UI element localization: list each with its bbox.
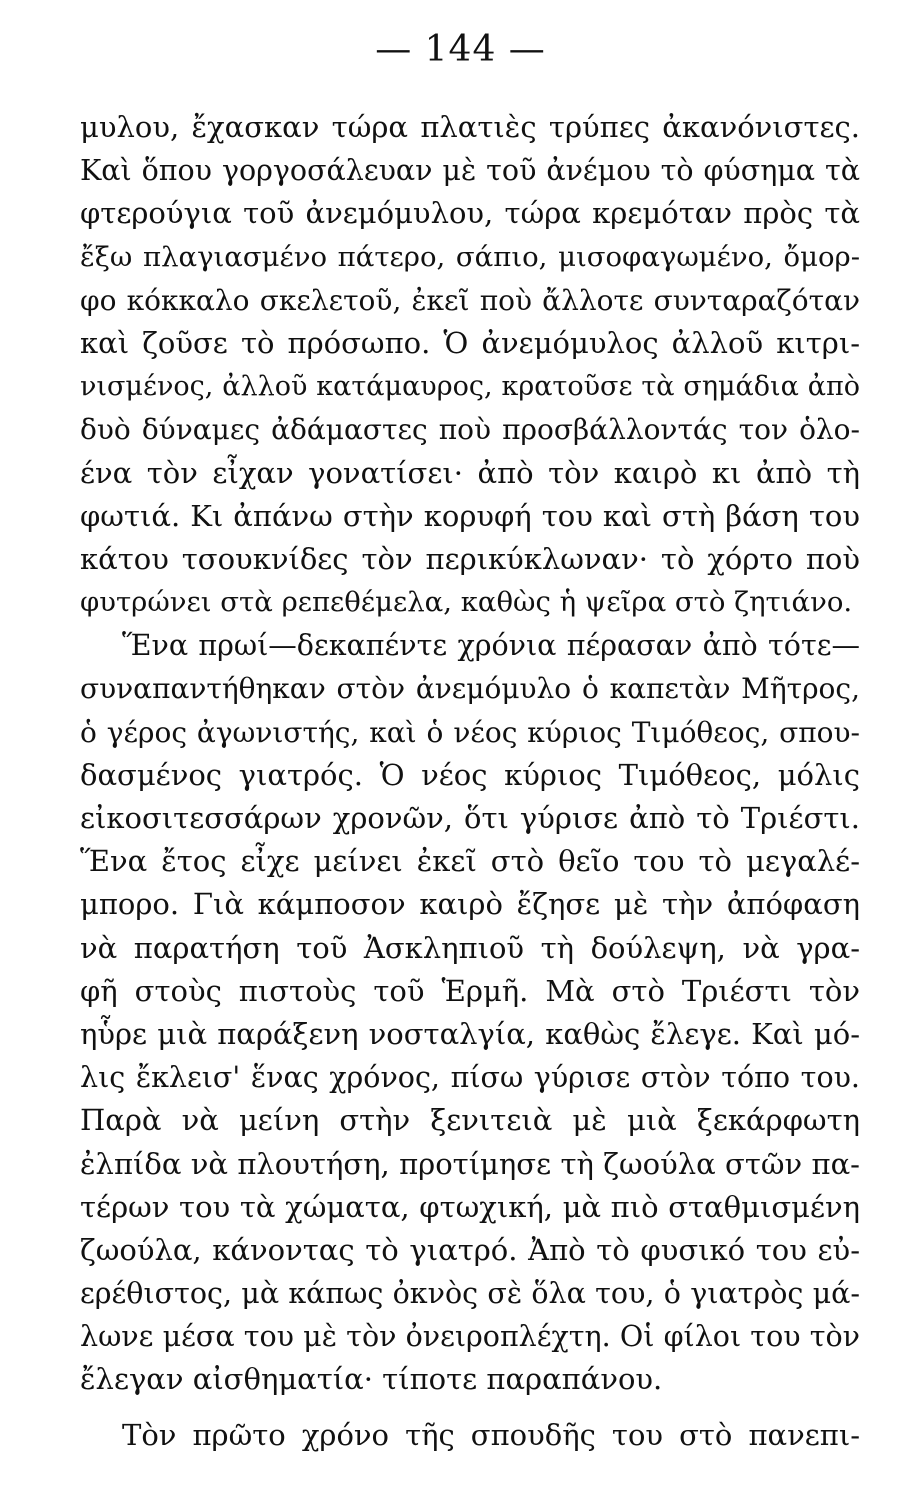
text-line: φο κόκκαλο σκελετοῦ, ἐκεῖ ποὺ ἄλλοτε συνταραζόταν — [80, 283, 860, 317]
text-line: φυτρώνει στὰ ρεπεθέμελα, καθὼς ἡ ψεῖρα στὸ ζητιάνο. — [80, 586, 853, 619]
text-line: λωνε μέσα του μὲ τὸν ὀνειροπλέχτη. Οἱ φίλοι του τὸν — [80, 1320, 860, 1354]
text-line: Τὸν πρῶτο χρόνο τῆς σπουδῆς του στὸ πανεπι- — [122, 1417, 860, 1452]
text-line: ηὗρε μιὰ παράξενη νοσταλγία, καθὼς ἔλεγε. Καὶ μό- — [80, 1016, 860, 1051]
text-line: κάτου τσουκνίδες τὸν περικύκλωναν· τὸ χόρτο ποὺ — [80, 541, 860, 576]
text-line: εἰκοσιτεσσάρων χρονῶν, ὅτι γύρισε ἀπὸ τὸ Τριέστι. — [80, 801, 860, 835]
text-line: ένα τὸν εἶχαν γονατίσει· ἀπὸ τὸν καιρὸ κι ἀπὸ τὴ — [80, 455, 860, 490]
text-line: φτερούγια τοῦ ἀνεμόμυλου, τώρα κρεμόταν πρὸς τὰ — [80, 196, 860, 231]
text-line: ζωούλα, κάνοντας τὸ γιατρό. Ἀπὸ τὸ φυσικό του εὐ- — [80, 1232, 860, 1267]
text-line: ἔξω πλαγιασμένο πάτερο, σάπιο, μισοφαγωμένο, ὄμορ- — [80, 240, 860, 273]
text-line: δασμένος γιατρός. Ὁ νέος κύριος Τιμόθεος, μόλις — [80, 757, 860, 792]
text-line: συναπαντήθηκαν στὸν ἀνεμόμυλο ὁ καπετὰν Μῆτρος, — [80, 672, 860, 706]
text-line: νισμένος, ἀλλοῦ κατάμαυρος, κρατοῦσε τὰ σημάδια ἀπὸ — [80, 371, 860, 403]
text-line: Ἕνα ἔτος εἶχε μείνει ἐκεῖ στὸ θεῖο του τὸ μεγαλέ- — [80, 844, 860, 879]
text-line: Καὶ ὅπου γοργοσάλευαν μὲ τοῦ ἀνέμου τὸ φύσημα τὰ — [80, 154, 860, 188]
text-line: ερέθιστος, μὰ κάπως ὀκνὸς σὲ ὅλα του, ὁ γιατρὸς μά- — [80, 1277, 860, 1311]
text-line: Παρὰ νὰ μείνη στὴν ξενιτειὰ μὲ μιὰ ξεκάρφωτη — [80, 1103, 860, 1138]
text-line: νὰ παρατήση τοῦ Ἀσκληπιοῦ τὴ δούλεψη, νὰ γρα- — [80, 930, 860, 965]
paragraph — [80, 624, 860, 1401]
paragraph — [80, 1414, 860, 1457]
text-line: φωτιά. Κι ἀπάνω στὴν κορυφή του καὶ στὴ βάση του — [80, 498, 860, 533]
text-line: ὁ γέρος ἀγωνιστής, καὶ ὁ νέος κύριος Τιμόθεος, σπου- — [80, 715, 860, 749]
text-line: ἐλπίδα νὰ πλουτήση, προτίμησε τὴ ζωούλα στῶν πα- — [80, 1146, 860, 1181]
body-text — [80, 106, 860, 1457]
text-line: μπορο. Γιὰ κάμποσον καιρὸ ἔζησε μὲ τὴν ἀπόφαση — [80, 887, 860, 922]
text-line: μυλου, ἔχασκαν τώρα πλατιὲς τρύπες ἀκανόνιστες. — [80, 110, 860, 144]
text-line: δυὸ δύναμες ἀδάμαστες ποὺ προσβάλλοντάς τον ὁλο- — [80, 413, 860, 447]
text-line: καὶ ζοῦσε τὸ πρόσωπο. Ὁ ἀνεμόμυλος ἀλλοῦ κιτρι- — [80, 325, 860, 360]
page-number: — 144 — — [375, 29, 546, 70]
text-line: ἔλεγαν αἰσθηματία· τίποτε παραπάνου. — [80, 1362, 663, 1397]
text-line: λις ἔκλεισ' ἕνας χρόνος, πίσω γύρισε στὸν τόπο του. — [80, 1061, 860, 1095]
text-line: φῆ στοὺς πιστοὺς τοῦ Ἑρμῆ. Μὰ στὸ Τριέστι τὸν — [80, 973, 860, 1008]
text-line: τέρων του τὰ χώματα, φτωχική, μὰ πιὸ σταθμισμένη — [80, 1189, 860, 1224]
paragraph — [80, 106, 860, 624]
text-line: Ἕνα πρωί—δεκαπέντε χρόνια πέρασαν ἀπὸ τότε— — [122, 629, 860, 663]
